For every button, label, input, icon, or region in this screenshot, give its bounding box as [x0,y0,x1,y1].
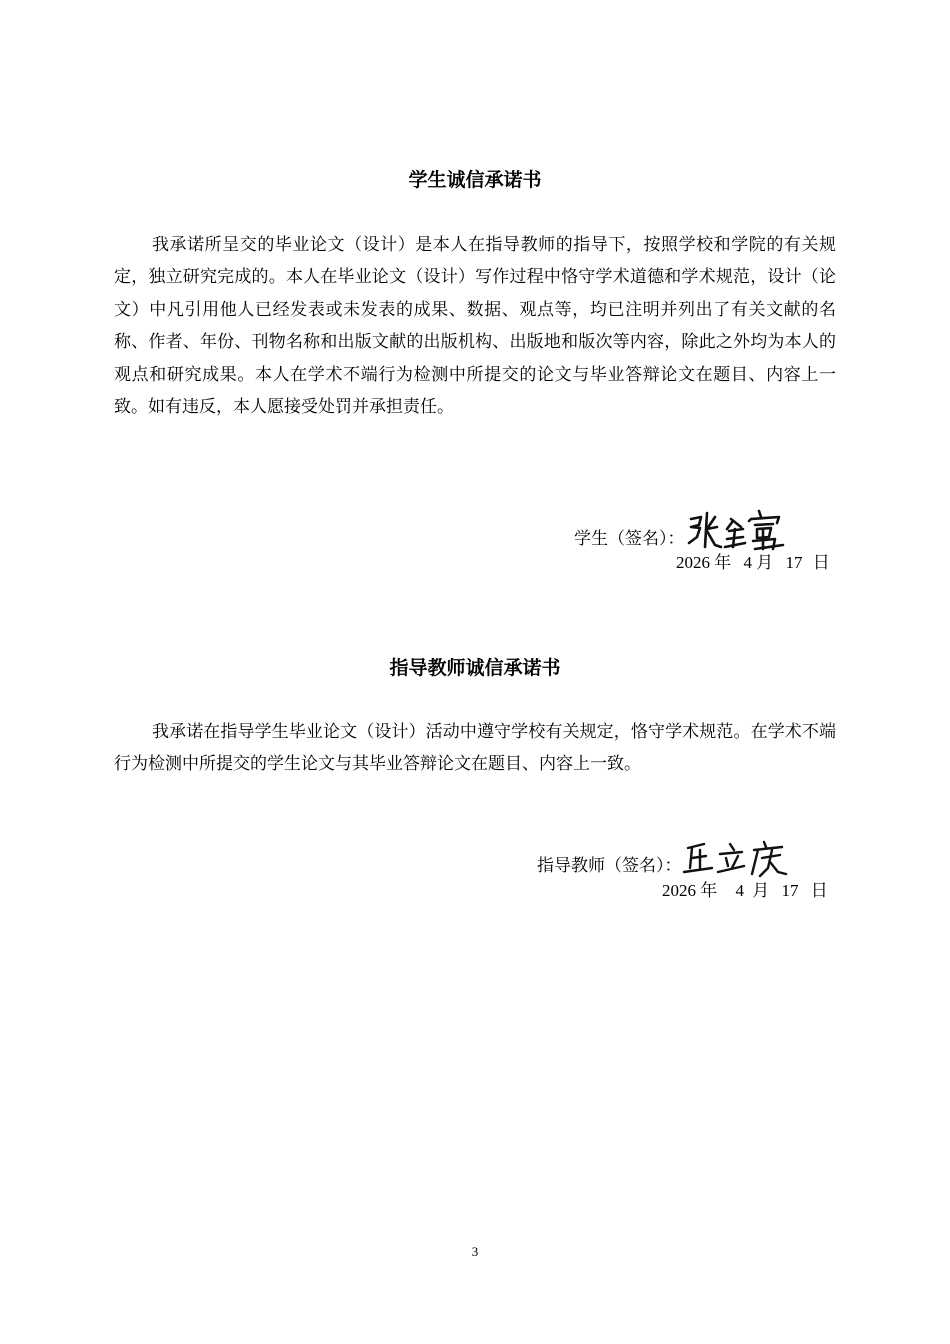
advisor-handwritten-signature [682,838,794,878]
student-date-day: 17 [785,553,803,572]
student-signature-label: 学生（签名）： [574,529,685,549]
advisor-date [662,879,828,903]
advisor-pledge-body: 我承诺在指导学生毕业论文（设计）活动中遵守学校有关规定，恪守学术规范。在学术不端行为检测中所提交的学生论文与其毕业答辩论文在题目、内容上一致。 [114,722,836,775]
student-signature-line [574,507,787,551]
advisor-signature-label: 指导教师（签名）： [537,856,682,876]
advisor-date-year: 2026 [662,881,696,900]
student-date [676,551,830,575]
student-date-month-unit: 月 [756,553,774,572]
advisor-date-month: 4 [735,881,744,900]
advisor-date-year-unit: 年 [700,881,718,900]
student-date-day-unit: 日 [812,553,830,572]
advisor-date-month-unit: 月 [752,881,770,900]
student-handwritten-signature [685,507,787,551]
student-pledge-title: 学生诚信承诺书 [408,169,542,191]
advisor-pledge-title: 指导教师诚信承诺书 [389,657,561,679]
student-date-month: 4 [743,553,752,572]
page-number: 3 [471,1244,479,1259]
student-date-year: 2026 [676,553,710,572]
student-pledge-body: 我承诺所呈交的毕业论文（设计）是本人在指导教师的指导下，按照学校和学院的有关规定，独立研究完成的。本人在毕业论文（设计）写作过程中恪守学术道德和学术规范，设计（论文）中凡引用他人已经发表或未发表的成果、数据、观点等，均已注明并列出了有关文献的名称、作者、年份、刊物名称和出版文献的出版机构、出版地和版次等内容，除此之外均为本人的观点和研究成果。本人在学术不端行为检测中所提交的论文与毕业答辩论文在题目、内容上一致。如有违反，本人愿接受处罚并承担责任。 [114,235,836,418]
advisor-date-day-unit: 日 [810,881,828,900]
advisor-date-day: 17 [781,881,799,900]
advisor-signature-line [537,838,794,878]
student-date-year-unit: 年 [714,553,732,572]
